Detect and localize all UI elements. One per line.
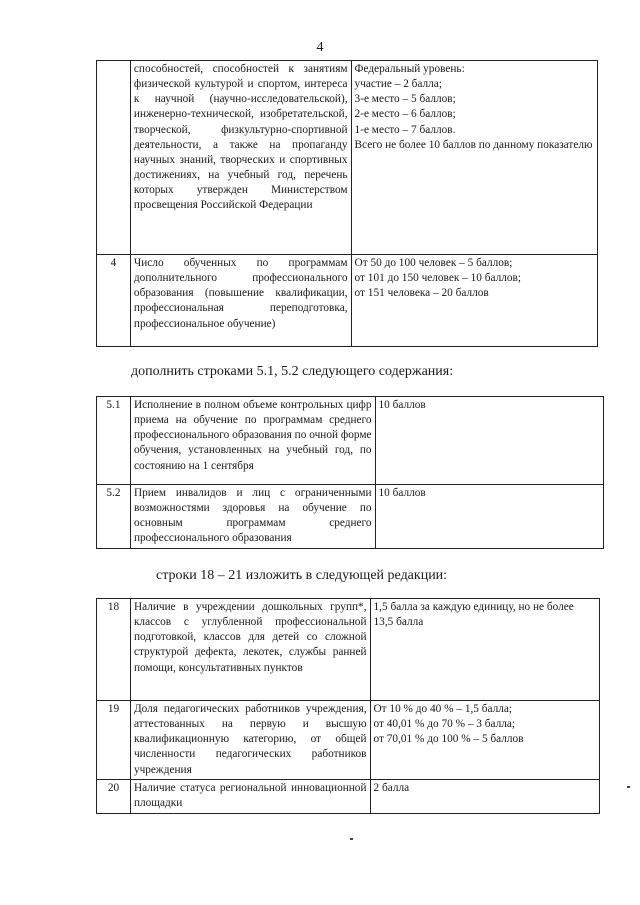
table-row (97, 255, 598, 347)
table-row (97, 397, 604, 485)
points-line: Всего не более 10 баллов по данному показателю (354, 138, 593, 151)
points-line: 3-е место – 5 баллов; (354, 93, 456, 106)
row-number: 5.2 (97, 485, 131, 549)
criteria-table-3 (96, 598, 600, 814)
points-line: 2-е место – 6 баллов; (354, 108, 456, 121)
row-number: 20 (97, 779, 131, 813)
scan-speck (627, 786, 630, 788)
criterion-description: Число обученных по программам дополнительного профессионального образования (повышение квалификации, профессиональная переподготовка, профессиональное обучение) (130, 255, 351, 347)
table-row (97, 701, 600, 780)
row-number: 4 (97, 255, 131, 347)
points-line: От 10 % до 40 % – 1,5 балла; (373, 703, 513, 715)
section-heading-replace-rows: строки 18 – 21 изложить в следующей редакции: (156, 568, 448, 583)
page-number: 4 (316, 40, 324, 55)
table-row (97, 779, 600, 813)
table-row (97, 485, 604, 549)
points-line: участие – 2 балла; (354, 78, 442, 91)
points-line: 2 балла (373, 781, 410, 794)
points-line: от 151 человека – 20 баллов (354, 287, 489, 300)
criterion-description: Доля педагогических работников учреждения, аттестованных на первую и высшую квалификационную категорию, от общей численности педагогических работников учреждения (130, 701, 370, 780)
criterion-description: Исполнение в полном объеме контрольных цифр приема на обучение по программам среднего профессионального образования по очной форме обучения, установленных на учебный год, по состоянию на 1 сентября (130, 397, 375, 485)
row-number: 5.1 (97, 397, 131, 485)
table-row (97, 599, 600, 701)
points-line: 1,5 балла за каждую единицу, но не более 13,5 балла (373, 601, 574, 629)
scan-speck (350, 838, 353, 840)
points-line: от 70,01 % до 100 % – 5 баллов (373, 733, 524, 746)
points-line: 10 баллов (378, 399, 426, 411)
points-line: От 50 до 100 человек – 5 баллов; (354, 257, 513, 269)
points-cell (375, 397, 603, 485)
points-cell (370, 701, 599, 780)
points-cell (370, 599, 599, 701)
section-heading-add-rows: дополнить строками 5.1, 5.2 следующего содержания: (131, 364, 454, 379)
table-row (97, 61, 598, 255)
row-number: 18 (97, 599, 131, 701)
row-number: 19 (97, 701, 131, 780)
criterion-description: Прием инвалидов и лиц с ограниченными возможностями здоровья на обучение по основным программам среднего профессионального образования (130, 485, 375, 549)
points-line: 10 баллов (378, 487, 426, 499)
criterion-description: Наличие статуса региональной инновационной площадки (130, 779, 370, 813)
points-line: от 101 до 150 человек – 10 баллов; (354, 272, 521, 285)
points-cell (351, 255, 597, 347)
criterion-description: способностей, способностей к занятиям физической культурой и спортом, интереса к научной (научно-исследовательской), инженерно-технической, изобретательской, творческой, физкультурно-спортивной деятельности, а также на пропаганду научных знаний, творческих и спортивных достижениях, на учебный год, перечень которых утвержден Министерством просвещения Российской Федерации (130, 61, 351, 255)
points-cell (370, 779, 599, 813)
points-cell (351, 61, 597, 255)
criteria-table-1 (96, 60, 598, 347)
points-line: от 40,01 % до 70 % – 3 балла; (373, 718, 516, 731)
row-number (97, 61, 131, 255)
criterion-description: Наличие в учреждении дошкольных групп*, классов с углубленной профессиональной подготовкой, классов для детей со сложной структурой дефекта, лекотек, службы ранней помощи, консультативных пунктов (130, 599, 370, 701)
criteria-table-2 (96, 396, 604, 549)
points-line: Федеральный уровень: (354, 63, 465, 75)
points-line: 1-е место – 7 баллов. (354, 123, 456, 136)
points-cell (375, 485, 603, 549)
